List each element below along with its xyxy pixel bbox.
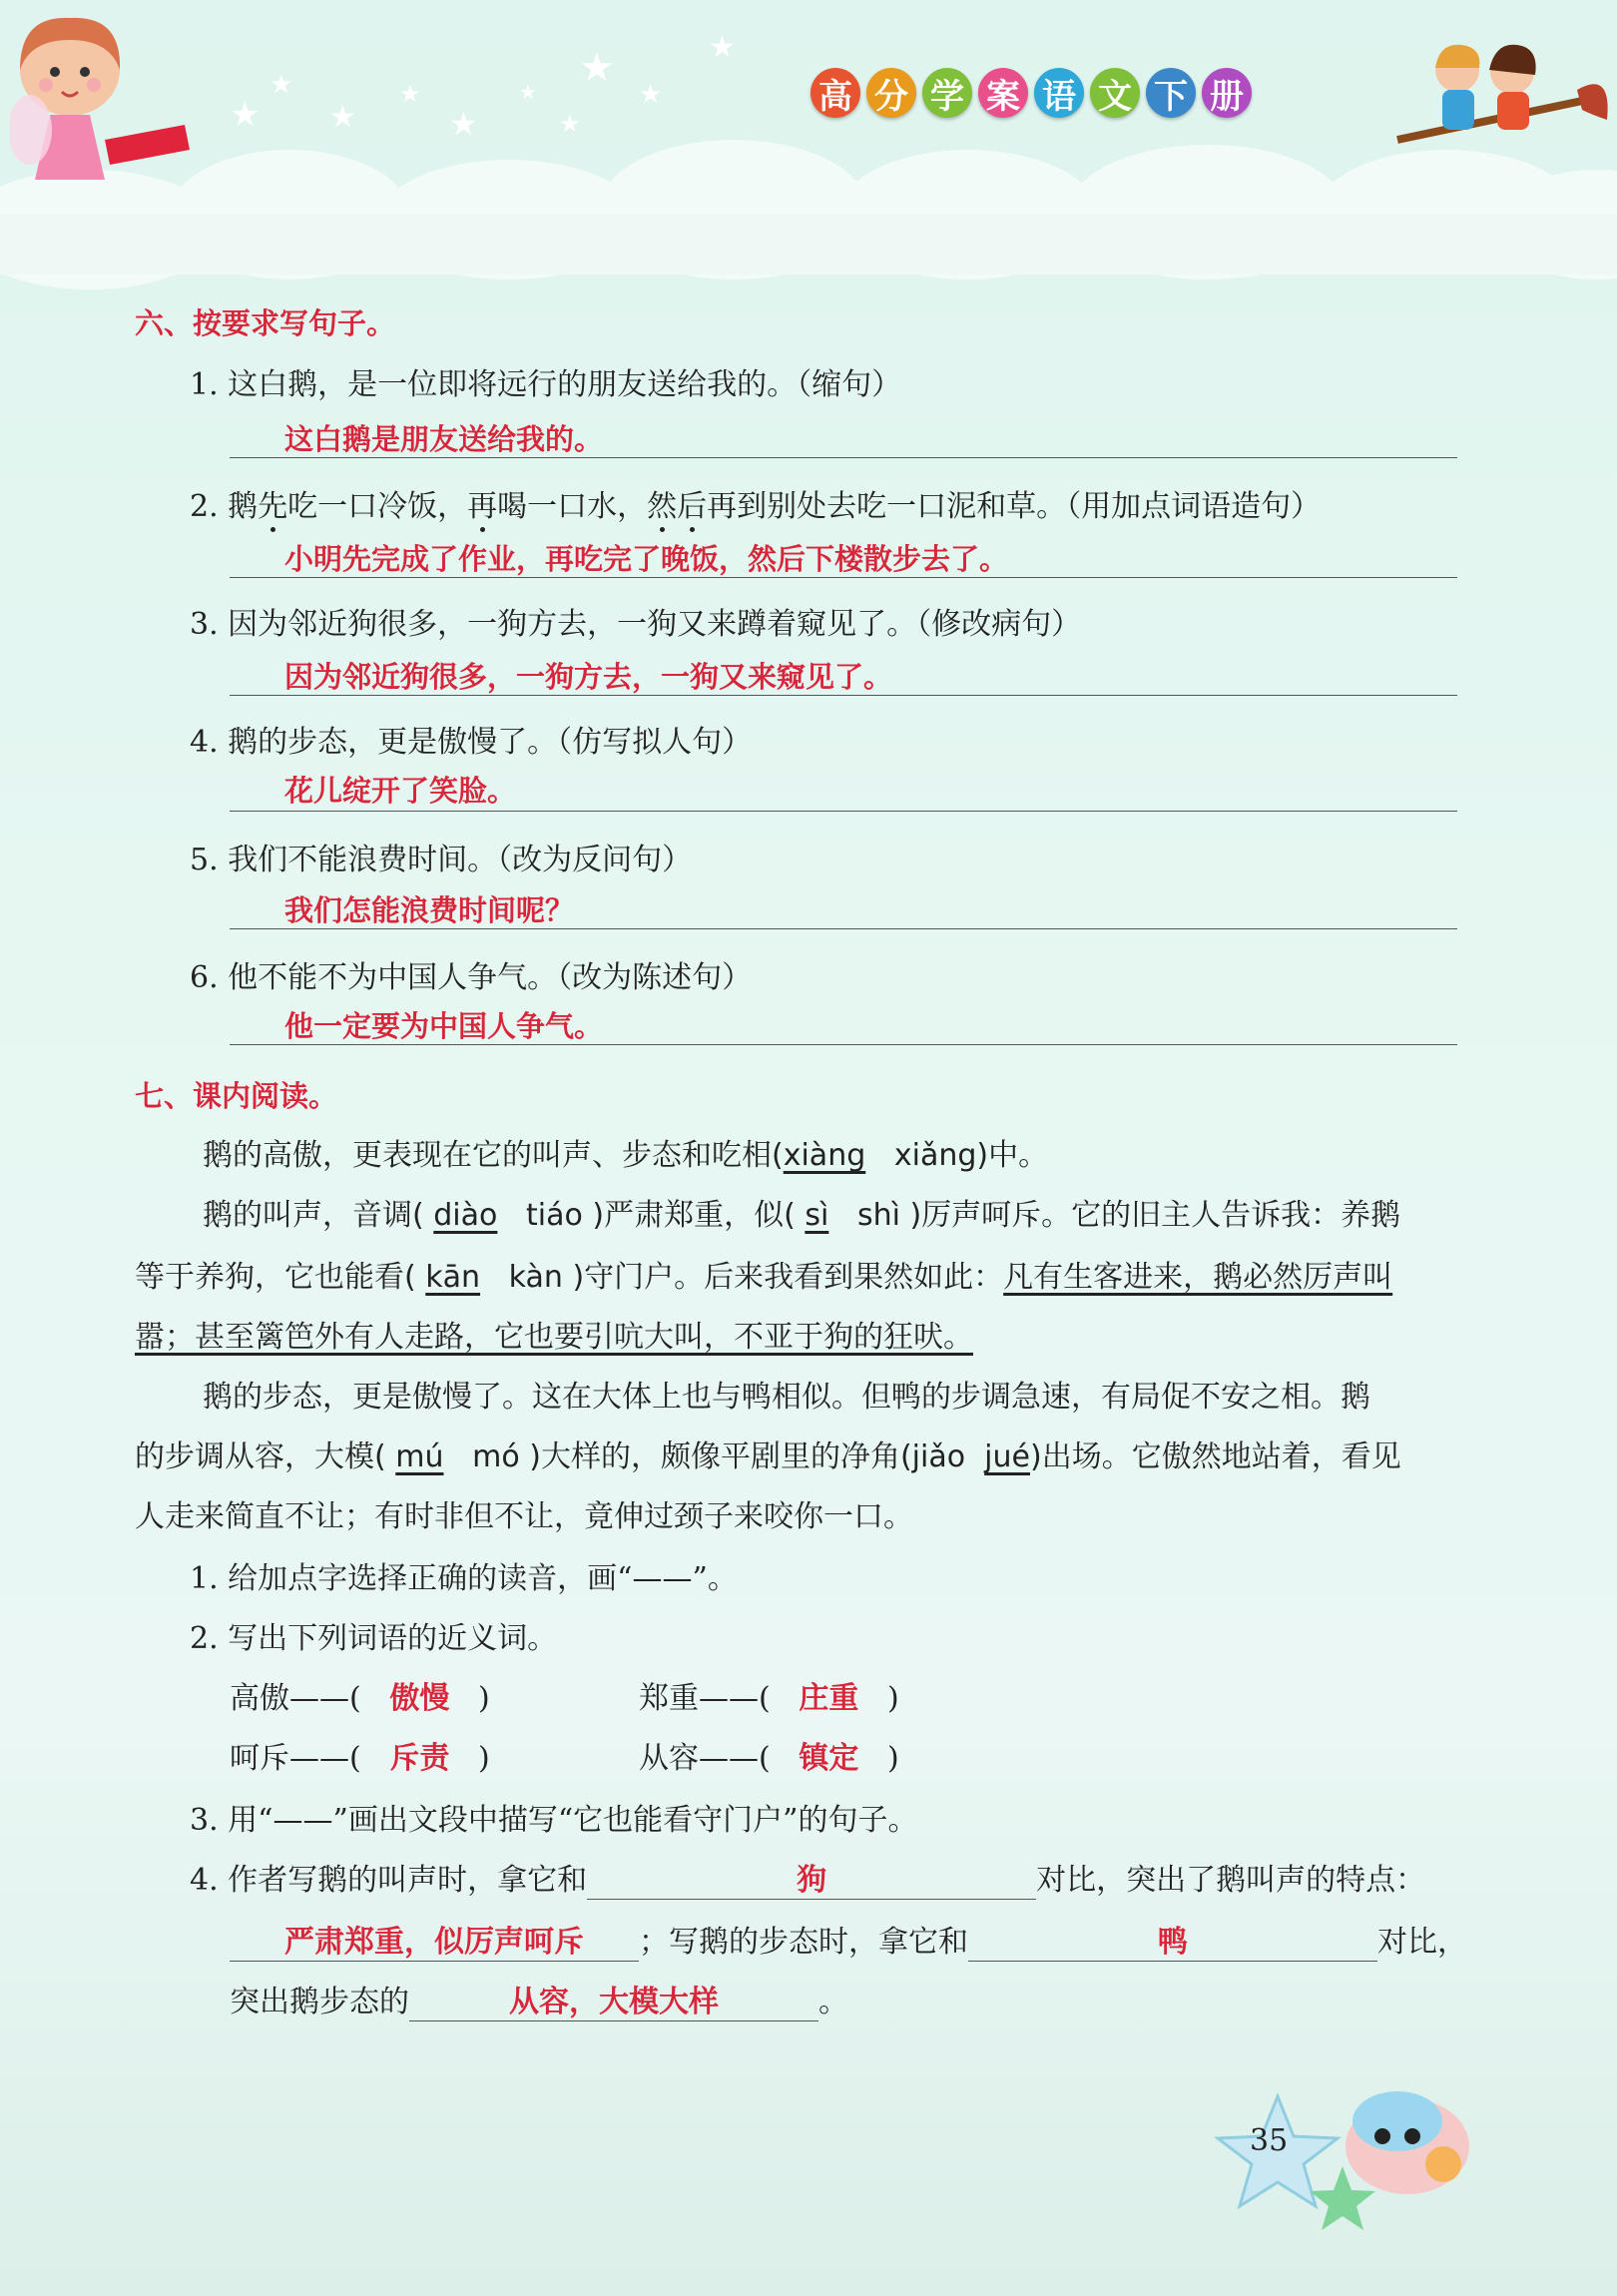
page-number: 35	[1250, 2123, 1289, 2158]
answer-line	[230, 928, 1457, 929]
star-icon: ★	[559, 110, 581, 138]
star-icon: ★	[709, 30, 736, 65]
question-7-3: 3. 用“——”画出文段中描写“它也能看守门户”的句子。	[190, 1803, 918, 1838]
reading-paragraph-1: 鹅的高傲，更表现在它的叫声、步态和吃相(xiàng xiǎng)中。	[203, 1138, 1049, 1173]
reading-paragraph-3-line-2: 的步调从容，大模( mú mó )大样的，颇像平剧里的净角(jiǎo jué)出场。它傲然地站着，看见	[135, 1439, 1401, 1474]
question-6-1: 1. 这白鹅，是一位即将远行的朋友送给我的。（缩句）	[190, 367, 902, 402]
answer-6-6: 他一定要为中国人争气。	[284, 1009, 604, 1043]
answer-line	[230, 1044, 1457, 1045]
answer-6-2: 小明先完成了作业，再吃完了晚饭，然后下楼散步去了。	[284, 542, 1009, 576]
answer-6-3: 因为邻近狗很多，一狗方去，一狗又来窥见了。	[284, 660, 893, 694]
question-7-2: 2. 写出下列词语的近义词。	[190, 1621, 558, 1656]
title-char: 册	[1202, 68, 1252, 118]
star-icon: ★	[399, 80, 421, 108]
question-6-5: 5. 我们不能浪费时间。（改为反问句）	[190, 843, 693, 877]
star-icon: ★	[270, 70, 293, 100]
question-7-4-line-3: 突出鹅步态的 从容，大模大样 。	[230, 1977, 848, 2021]
answer-line	[230, 457, 1457, 458]
synonym-2: 郑重——( 庄重 )	[639, 1681, 899, 1716]
question-6-4: 4. 鹅的步态，更是傲慢了。（仿写拟人句）	[190, 725, 753, 760]
question-6-3: 3. 因为邻近狗很多，一狗方去，一狗又来蹲着窥见了。（修改病句）	[190, 607, 1082, 642]
title-char: 下	[1146, 68, 1196, 118]
answer-6-5: 我们怎能浪费时间呢？	[284, 893, 575, 927]
star-icon: ★	[519, 80, 537, 104]
star-icon: ★	[449, 105, 478, 143]
reading-paragraph-2-line-3: 嚣；甚至篱笆外有人走路，它也要引吭大叫，不亚于狗的狂吠。	[135, 1320, 973, 1355]
section-7-title: 七、课内阅读。	[135, 1079, 338, 1113]
title-char: 分	[866, 68, 916, 118]
question-6-2: 2. 鹅先吃一口冷饭，再喝一口水，然后再到别处去吃一口泥和草。（用加点词语造句）	[190, 489, 1322, 524]
reading-paragraph-3-line-3: 人走来简直不让；有时非但不让，竟伸过颈子来咬你一口。	[135, 1499, 913, 1534]
star-icon: ★	[579, 45, 615, 91]
synonym-3: 呵斥——( 斥责 )	[230, 1741, 490, 1776]
answer-line	[230, 811, 1457, 812]
title-char: 文	[1090, 68, 1140, 118]
star-icon: ★	[639, 80, 663, 110]
reading-paragraph-3-line-1: 鹅的步态，更是傲慢了。这在大体上也与鸭相似。但鸭的步调急速，有局促不安之相。鹅	[203, 1380, 1370, 1415]
question-6-6: 6. 他不能不为中国人争气。（改为陈述句）	[190, 960, 753, 995]
answer-6-4: 花儿绽开了笑脸。	[284, 774, 517, 808]
answer-line	[230, 695, 1457, 696]
reading-paragraph-2-line-1: 鹅的叫声，音调( diào tiáo )严肃郑重，似( sì shì )厉声呵斥。它的旧主人告诉我：养鹅	[203, 1198, 1401, 1233]
question-7-1: 1. 给加点字选择正确的读音，画“——”。	[190, 1561, 738, 1596]
title-char: 学	[922, 68, 972, 118]
question-7-4-line-1: 4. 作者写鹅的叫声时，拿它和 狗 对比，突出了鹅叫声的特点：	[190, 1855, 1425, 1900]
reading-paragraph-2-line-2: 等于养狗，它也能看( kān kàn )守门户。后来我看到果然如此：凡有生客进来，鹅必然厉声叫	[135, 1260, 1393, 1295]
title-char: 案	[978, 68, 1028, 118]
section-6-title: 六、按要求写句子。	[135, 306, 396, 340]
star-icon: ★	[230, 95, 261, 135]
star-icon: ★	[329, 100, 356, 135]
synonym-1: 高傲——( 傲慢 )	[230, 1681, 490, 1716]
star-icon	[1308, 2164, 1377, 2234]
title-char: 高	[810, 68, 860, 118]
answer-6-1: 这白鹅是朋友送给我的。	[284, 422, 604, 456]
question-7-4-line-2: 严肃郑重，似厉声呵斥 ；写鹅的步态时，拿它和 鸭 对比，	[230, 1917, 1467, 1962]
answer-line	[230, 577, 1457, 578]
synonym-4: 从容——( 镇定 )	[639, 1741, 899, 1776]
title-char: 语	[1034, 68, 1084, 118]
